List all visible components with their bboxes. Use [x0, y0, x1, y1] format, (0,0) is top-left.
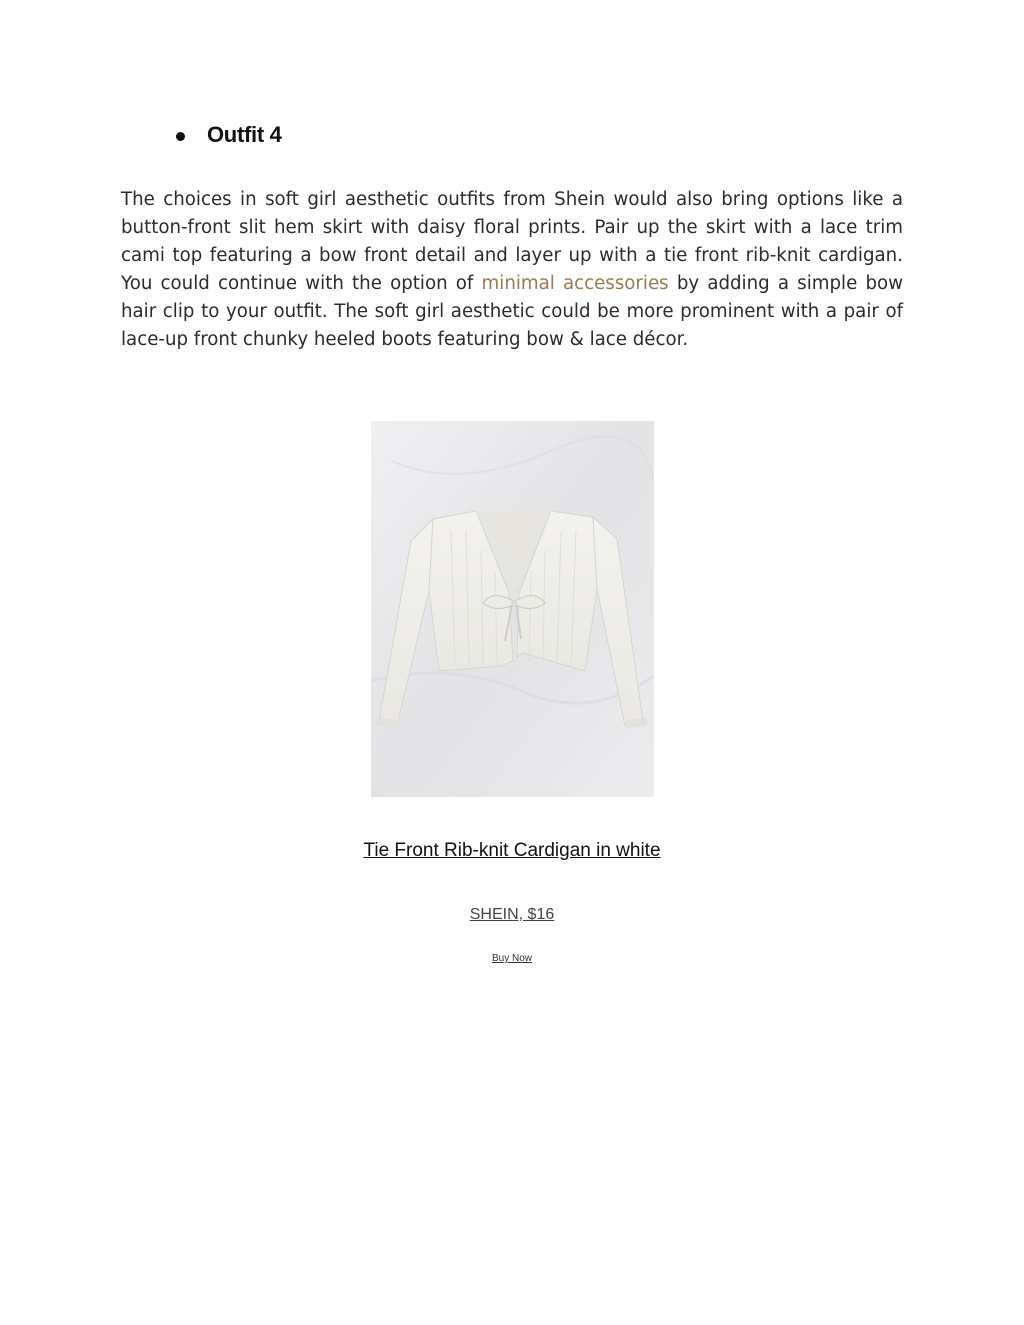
paragraph-text-end: by adding a simple bow hair clip to your outfit. The soft girl aesthetic could be more prominent with a pair of lace-up front chunky heeled boots featuring bow & lace décor. — [121, 273, 904, 350]
paragraph-text-start: The choices in soft girl aesthetic outfits from Shein would also bring options like a button-front slit hem skirt with daisy floral prints. Pair up the skirt with a lace trim cami top featuring a bow front detail and layer up with a tie front rib-knit cardigan. You could continue with the option of — [121, 189, 903, 294]
store-price-link[interactable]: SHEIN, $16 — [469, 906, 555, 923]
outfit-heading-row — [176, 118, 282, 152]
outfit-heading: Outfit 4 — [207, 122, 282, 147]
product-price-row — [0, 906, 1024, 924]
product-title-row — [0, 840, 1024, 862]
bullet-icon — [176, 132, 185, 141]
article-paragraph — [121, 186, 903, 354]
cardigan-image-icon — [371, 421, 654, 797]
buy-now-row — [0, 953, 1024, 964]
buy-now-link[interactable]: Buy Now — [491, 953, 532, 964]
product-image[interactable] — [371, 421, 654, 797]
minimal-accessories-link[interactable]: minimal accessories — [481, 273, 669, 294]
product-title-link[interactable]: Tie Front Rib-knit Cardigan in white — [363, 840, 661, 861]
